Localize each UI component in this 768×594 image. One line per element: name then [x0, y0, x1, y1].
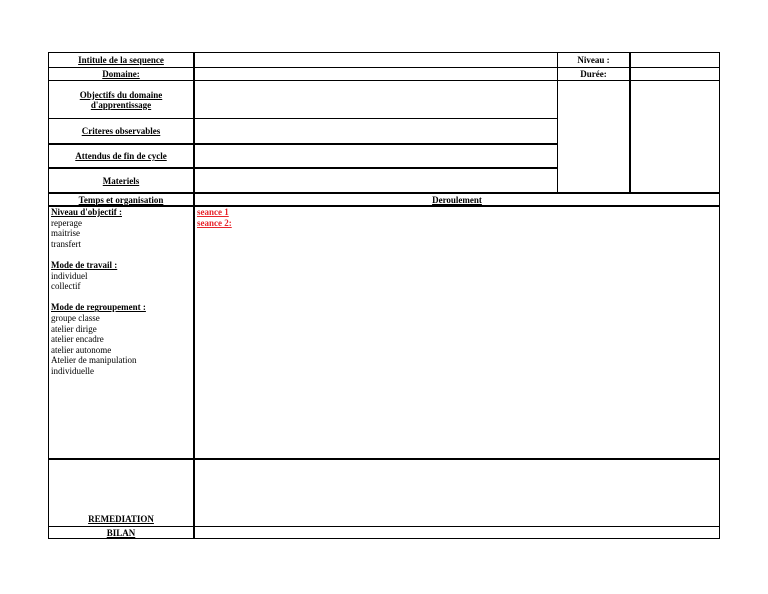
- bilan-label: BILAN: [106, 527, 136, 538]
- temps-organisation-header: Temps et organisation: [78, 194, 164, 205]
- mode-regroupement-item: atelier encadre: [51, 334, 104, 345]
- niveau-objectif-title: Niveau d'objectif :: [51, 207, 122, 217]
- niveau-label: Niveau :: [577, 55, 610, 65]
- mode-regroupement-item: groupe classe: [51, 312, 100, 323]
- mode-travail-item: individuel: [51, 270, 88, 281]
- niveau-value-cell[interactable]: [631, 53, 719, 67]
- domaine-value-cell[interactable]: [195, 68, 557, 80]
- remediation-label: REMEDIATION: [88, 514, 154, 524]
- materiels-label: Materiels: [102, 175, 140, 186]
- objectifs-value-cell[interactable]: [195, 81, 557, 118]
- mode-travail-title: Mode de travail :: [51, 259, 118, 270]
- mode-regroupement-item: atelier dirige: [51, 323, 97, 334]
- materiels-value-cell[interactable]: [195, 169, 557, 192]
- seance-2-link[interactable]: seance 2:: [197, 217, 232, 228]
- mode-regroupement-item: atelier autonome: [51, 344, 112, 355]
- mode-regroupement-item: individuelle: [51, 365, 94, 376]
- intitule-value-cell[interactable]: [195, 53, 557, 67]
- objectifs-label: Objectifs du domaine d'apprentissage: [79, 89, 163, 110]
- bilan-value-cell[interactable]: [195, 527, 719, 538]
- mode-travail-item: collectif: [51, 281, 81, 292]
- niveau-objectif-item: reperage: [51, 217, 82, 228]
- attendus-value-cell[interactable]: [195, 145, 557, 167]
- deroulement-header: Deroulement: [432, 194, 482, 205]
- seance-1-link[interactable]: seance 1: [197, 207, 229, 217]
- organisation-notes: [51, 207, 191, 377]
- domaine-label: Domaine:: [102, 69, 140, 79]
- attendus-label: Attendus de fin de cycle: [75, 151, 167, 161]
- niveau-objectif-item: maitrise: [51, 228, 80, 239]
- duree-value-cell[interactable]: [631, 68, 719, 80]
- deroulement-content[interactable]: [197, 207, 697, 228]
- mode-regroupement-title: Mode de regroupement :: [51, 302, 146, 313]
- criteres-value-cell[interactable]: [195, 119, 557, 143]
- mode-regroupement-item: Atelier de manipulation: [51, 355, 137, 366]
- niveau-objectif-item: transfert: [51, 238, 81, 249]
- criteres-label: Criteres observables: [81, 126, 161, 136]
- remediation-value-cell[interactable]: [195, 460, 719, 526]
- intitule-label: Intitule de la sequence: [78, 55, 164, 65]
- duree-label: Durée:: [580, 69, 607, 79]
